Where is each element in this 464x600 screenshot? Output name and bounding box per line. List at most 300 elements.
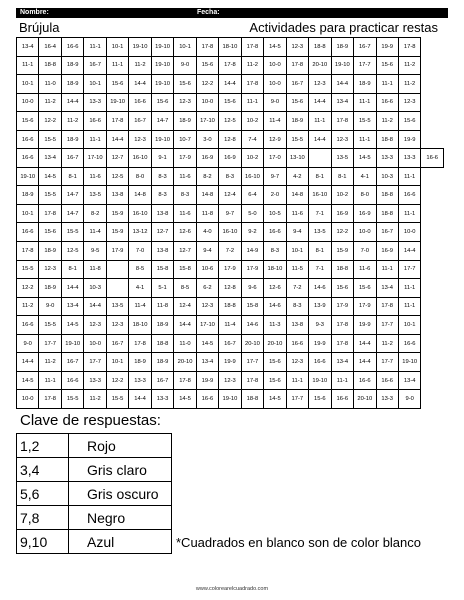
grid-cell[interactable]: 15-5 — [39, 130, 61, 149]
grid-cell[interactable]: 8-3 — [151, 167, 173, 186]
grid-cell[interactable]: 19-9 — [309, 334, 331, 353]
grid-cell[interactable]: 19-9 — [376, 38, 398, 57]
grid-cell[interactable]: 19-10 — [151, 56, 173, 75]
grid-cell[interactable]: 15-8 — [151, 260, 173, 279]
grid-cell[interactable]: 12-3 — [286, 353, 308, 372]
grid-cell[interactable]: 11-6 — [84, 167, 106, 186]
grid-cell[interactable]: 10-0 — [398, 223, 420, 242]
grid-cell[interactable]: 6-4 — [241, 186, 263, 205]
grid-cell[interactable]: 18-9 — [39, 279, 61, 298]
grid-cell[interactable]: 11-1 — [354, 93, 376, 112]
grid-cell[interactable]: 8-1 — [309, 242, 331, 261]
grid-cell[interactable]: 3-0 — [196, 130, 218, 149]
grid-cell[interactable]: 15-5 — [39, 186, 61, 205]
grid-cell[interactable]: 13-5 — [84, 186, 106, 205]
grid-cell[interactable]: 12-3 — [129, 130, 151, 149]
grid-cell[interactable]: 12-5 — [106, 167, 128, 186]
grid-cell[interactable]: 15-6 — [39, 223, 61, 242]
grid-cell[interactable]: 15-6 — [219, 93, 241, 112]
grid-cell[interactable]: 11-2 — [376, 334, 398, 353]
grid-cell[interactable]: 12-3 — [196, 297, 218, 316]
grid-cell[interactable]: 9-4 — [196, 242, 218, 261]
grid-cell[interactable]: 15-5 — [17, 260, 39, 279]
grid-cell[interactable]: 18-9 — [61, 75, 83, 94]
grid-cell[interactable]: 14-5 — [17, 371, 39, 390]
grid-cell[interactable]: 15-9 — [106, 223, 128, 242]
grid-cell[interactable]: 14-8 — [129, 186, 151, 205]
grid-cell[interactable]: 14-4 — [309, 93, 331, 112]
grid-cell[interactable]: 17-8 — [129, 334, 151, 353]
grid-cell[interactable]: 15-6 — [151, 93, 173, 112]
grid-cell[interactable]: 14-4 — [61, 279, 83, 298]
grid-cell[interactable]: 10-3 — [376, 167, 398, 186]
grid-cell[interactable]: 4-1 — [354, 167, 376, 186]
grid-cell[interactable]: 14-6 — [241, 316, 263, 335]
grid-cell[interactable]: 12-5 — [61, 242, 83, 261]
grid-cell[interactable]: 18-8 — [39, 56, 61, 75]
grid-cell[interactable]: 9-4 — [286, 223, 308, 242]
grid-cell[interactable]: 6-2 — [196, 279, 218, 298]
grid-cell[interactable]: 14-8 — [196, 186, 218, 205]
grid-cell[interactable]: 14-6 — [264, 297, 286, 316]
grid-cell[interactable]: 13-9 — [309, 297, 331, 316]
grid-cell[interactable]: 13-4 — [376, 279, 398, 298]
grid-cell[interactable]: 7-2 — [219, 242, 241, 261]
grid-cell[interactable]: 16-9 — [196, 149, 218, 168]
grid-cell[interactable]: 18-9 — [61, 130, 83, 149]
grid-cell[interactable]: 10-0 — [17, 390, 39, 409]
grid-cell[interactable]: 13-8 — [151, 204, 173, 223]
grid-cell[interactable]: 12-8 — [219, 279, 241, 298]
grid-cell[interactable]: 13-8 — [286, 316, 308, 335]
grid-cell[interactable]: 16-6 — [17, 316, 39, 335]
grid-cell[interactable]: 18-9 — [174, 112, 196, 131]
grid-cell[interactable]: 14-5 — [174, 390, 196, 409]
grid-cell[interactable]: 10-1 — [84, 75, 106, 94]
grid-cell[interactable]: 15-6 — [196, 56, 218, 75]
grid-cell[interactable]: 14-6 — [309, 279, 331, 298]
grid-cell[interactable]: 10-0 — [196, 93, 218, 112]
grid-cell[interactable]: 11-5 — [286, 260, 308, 279]
grid-cell[interactable]: 8-1 — [309, 167, 331, 186]
grid-cell[interactable]: 9-0 — [398, 390, 420, 409]
grid-cell[interactable]: 16-10 — [129, 149, 151, 168]
grid-cell[interactable]: 14-4 — [61, 93, 83, 112]
grid-cell[interactable]: 15-6 — [264, 353, 286, 372]
grid-cell[interactable]: 20-10 — [241, 334, 263, 353]
grid-cell[interactable]: 12-2 — [39, 112, 61, 131]
grid-cell[interactable]: 19-10 — [129, 38, 151, 57]
grid-cell[interactable]: 12-3 — [219, 371, 241, 390]
grid-cell[interactable]: 19-9 — [398, 130, 420, 149]
grid-cell[interactable]: 11-6 — [286, 204, 308, 223]
grid-cell[interactable]: 16-6 — [84, 112, 106, 131]
grid-cell[interactable]: 18-10 — [129, 316, 151, 335]
grid-cell[interactable]: 17-8 — [39, 204, 61, 223]
grid-cell[interactable]: 12-8 — [219, 130, 241, 149]
grid-cell[interactable]: 16-6 — [264, 223, 286, 242]
grid-cell[interactable]: 13-5 — [106, 297, 128, 316]
grid-cell[interactable]: 12-3 — [106, 316, 128, 335]
grid-cell[interactable]: 14-5 — [196, 334, 218, 353]
grid-cell[interactable]: 13-4 — [331, 93, 353, 112]
grid-cell[interactable]: 19-9 — [196, 371, 218, 390]
grid-cell[interactable]: 16-10 — [309, 186, 331, 205]
grid-cell[interactable]: 18-8 — [151, 334, 173, 353]
grid-cell[interactable]: 11-1 — [376, 75, 398, 94]
grid-cell[interactable]: 14-9 — [241, 242, 263, 261]
grid-cell[interactable]: 10-3 — [84, 279, 106, 298]
grid-cell[interactable]: 11-4 — [219, 316, 241, 335]
grid-cell[interactable]: 11-1 — [286, 371, 308, 390]
grid-cell[interactable]: 4-1 — [129, 279, 151, 298]
grid-cell[interactable]: 16-6 — [309, 353, 331, 372]
grid-cell[interactable]: 10-6 — [196, 260, 218, 279]
grid-cell[interactable]: 14-4 — [354, 334, 376, 353]
grid-cell[interactable]: 11-2 — [241, 56, 263, 75]
grid-cell[interactable]: 11-6 — [174, 167, 196, 186]
grid-cell[interactable]: 10-1 — [106, 353, 128, 372]
grid-cell[interactable]: 12-3 — [84, 316, 106, 335]
grid-cell[interactable]: 18-9 — [151, 353, 173, 372]
grid-cell[interactable]: 11-2 — [39, 353, 61, 372]
grid-cell[interactable]: 13-3 — [376, 149, 398, 168]
grid-cell[interactable]: 13-3 — [376, 390, 398, 409]
grid-cell[interactable]: 19-10 — [398, 353, 420, 372]
grid-cell[interactable]: 13-4 — [17, 38, 39, 57]
grid-cell[interactable]: 10-2 — [331, 186, 353, 205]
grid-cell[interactable]: 10-1 — [17, 75, 39, 94]
grid-cell[interactable]: 11-6 — [174, 204, 196, 223]
grid-cell[interactable]: 15-5 — [61, 223, 83, 242]
grid-cell[interactable]: 15-6 — [17, 112, 39, 131]
grid-cell[interactable]: 10-1 — [174, 38, 196, 57]
grid-cell[interactable]: 17-8 — [331, 316, 353, 335]
grid-cell[interactable]: 15-9 — [106, 204, 128, 223]
grid-cell[interactable]: 11-1 — [331, 371, 353, 390]
grid-cell[interactable]: 14-4 — [17, 353, 39, 372]
grid-cell[interactable]: 16-6 — [331, 390, 353, 409]
grid-cell[interactable]: 14-5 — [264, 390, 286, 409]
grid-cell[interactable]: 13-5 — [309, 223, 331, 242]
grid-cell[interactable]: 12-4 — [219, 186, 241, 205]
grid-cell[interactable]: 18-10 — [219, 38, 241, 57]
grid-cell[interactable]: 16-9 — [331, 204, 353, 223]
grid-cell[interactable]: 17-10 — [196, 112, 218, 131]
grid-cell[interactable]: 7-4 — [241, 130, 263, 149]
grid-cell[interactable]: 17-8 — [331, 334, 353, 353]
grid-cell[interactable]: 19-10 — [61, 334, 83, 353]
grid-cell[interactable]: 8-3 — [151, 186, 173, 205]
grid-cell[interactable]: 5-1 — [151, 279, 173, 298]
grid-cell[interactable]: 12-3 — [286, 38, 308, 57]
grid-cell[interactable]: 13-3 — [151, 390, 173, 409]
grid-cell[interactable]: 13-4 — [196, 353, 218, 372]
grid-cell[interactable]: 8-3 — [174, 186, 196, 205]
grid-cell[interactable]: 15-6 — [106, 75, 128, 94]
grid-cell[interactable]: 10-0 — [84, 334, 106, 353]
grid-cell[interactable]: 12-5 — [219, 112, 241, 131]
grid-cell[interactable]: 16-10 — [219, 223, 241, 242]
grid-cell[interactable]: 13-4 — [398, 371, 420, 390]
grid-cell[interactable]: 15-8 — [241, 297, 263, 316]
grid-cell[interactable]: 4-0 — [196, 223, 218, 242]
grid-cell[interactable]: 13-12 — [129, 223, 151, 242]
grid-cell[interactable]: 17-8 — [398, 38, 420, 57]
grid-cell[interactable]: 14-5 — [39, 167, 61, 186]
grid-cell[interactable]: 14-8 — [286, 186, 308, 205]
grid-cell[interactable]: 17-8 — [174, 371, 196, 390]
grid-cell[interactable]: 13-4 — [331, 353, 353, 372]
grid-cell[interactable]: 19-10 — [106, 93, 128, 112]
grid-cell[interactable]: 16-7 — [376, 223, 398, 242]
grid-cell[interactable]: 17-8 — [331, 112, 353, 131]
grid-cell[interactable]: 11-0 — [39, 75, 61, 94]
grid-cell[interactable]: 16-6 — [398, 334, 420, 353]
grid-cell[interactable]: 19-9 — [219, 353, 241, 372]
grid-cell[interactable]: 15-5 — [61, 390, 83, 409]
grid-cell[interactable]: 17-9 — [241, 260, 263, 279]
grid-cell[interactable]: 12-6 — [264, 279, 286, 298]
grid-cell[interactable]: 16-7 — [61, 149, 83, 168]
grid-cell[interactable]: 16-9 — [376, 242, 398, 261]
grid-cell[interactable]: 11-1 — [309, 112, 331, 131]
grid-cell[interactable]: 7-1 — [309, 204, 331, 223]
grid-cell[interactable]: 18-8 — [376, 186, 398, 205]
grid-cell[interactable]: 18-9 — [39, 242, 61, 261]
grid-cell[interactable]: 17-8 — [17, 242, 39, 261]
grid-cell[interactable]: 18-8 — [376, 130, 398, 149]
grid-cell[interactable]: 16-7 — [286, 75, 308, 94]
grid-cell[interactable]: 10-1 — [17, 204, 39, 223]
grid-cell[interactable]: 15-6 — [174, 75, 196, 94]
grid-cell[interactable] — [106, 260, 128, 279]
grid-cell[interactable]: 7-0 — [129, 242, 151, 261]
grid-cell[interactable]: 11-2 — [398, 56, 420, 75]
grid-cell[interactable]: 10-1 — [398, 316, 420, 335]
grid-cell[interactable]: 14-5 — [61, 316, 83, 335]
grid-cell[interactable]: 11-4 — [84, 223, 106, 242]
grid-cell[interactable]: 13-8 — [151, 242, 173, 261]
grid-cell[interactable]: 14-4 — [129, 75, 151, 94]
grid-cell[interactable]: 14-4 — [174, 316, 196, 335]
grid-cell[interactable]: 15-5 — [286, 130, 308, 149]
grid-cell[interactable]: 15-6 — [376, 56, 398, 75]
grid-cell[interactable]: 20-10 — [264, 334, 286, 353]
grid-cell[interactable]: 12-3 — [39, 260, 61, 279]
grid-cell[interactable]: 17-7 — [39, 334, 61, 353]
grid-cell[interactable]: 18-10 — [264, 260, 286, 279]
grid-cell[interactable]: 9-0 — [39, 297, 61, 316]
grid-cell[interactable]: 18-8 — [331, 260, 353, 279]
grid-cell[interactable]: 17-8 — [241, 371, 263, 390]
grid-cell[interactable]: 12-3 — [174, 93, 196, 112]
grid-cell[interactable]: 17-8 — [196, 38, 218, 57]
grid-cell[interactable]: 16-6 — [286, 334, 308, 353]
grid-cell[interactable]: 10-1 — [106, 38, 128, 57]
grid-cell[interactable]: 17-8 — [241, 75, 263, 94]
grid-cell[interactable]: 16-9 — [354, 204, 376, 223]
grid-cell[interactable]: 15-6 — [286, 93, 308, 112]
grid-cell[interactable]: 9-7 — [264, 167, 286, 186]
grid-cell[interactable]: 7-1 — [309, 260, 331, 279]
grid-cell[interactable]: 9-0 — [264, 93, 286, 112]
grid-cell[interactable]: 17-7 — [376, 316, 398, 335]
grid-cell[interactable]: 18-9 — [17, 186, 39, 205]
grid-cell[interactable]: 11-2 — [129, 56, 151, 75]
grid-cell[interactable]: 17-9 — [106, 242, 128, 261]
grid-cell[interactable]: 7-2 — [286, 279, 308, 298]
grid-cell[interactable]: 8-3 — [264, 242, 286, 261]
grid-cell[interactable]: 8-5 — [129, 260, 151, 279]
grid-cell[interactable]: 19-10 — [331, 56, 353, 75]
grid-cell[interactable]: 12-7 — [174, 242, 196, 261]
grid-cell[interactable]: 14-4 — [129, 390, 151, 409]
grid-cell[interactable]: 9-5 — [84, 242, 106, 261]
grid-cell[interactable]: 18-9 — [286, 112, 308, 131]
grid-cell[interactable]: 8-2 — [196, 167, 218, 186]
grid-cell[interactable]: 16-6 — [354, 371, 376, 390]
grid-cell[interactable]: 20-10 — [174, 353, 196, 372]
grid-cell[interactable]: 10-2 — [241, 112, 263, 131]
grid-cell[interactable]: 17-9 — [354, 297, 376, 316]
grid-cell[interactable]: 11-1 — [398, 279, 420, 298]
grid-cell[interactable]: 7-0 — [354, 242, 376, 261]
grid-cell[interactable]: 14-7 — [61, 204, 83, 223]
grid-cell[interactable]: 17-9 — [331, 297, 353, 316]
grid-cell[interactable]: 15-6 — [309, 390, 331, 409]
grid-cell[interactable]: 4-2 — [286, 167, 308, 186]
grid-cell[interactable]: 19-10 — [151, 130, 173, 149]
grid-cell[interactable]: 11-4 — [129, 297, 151, 316]
grid-cell[interactable]: 14-4 — [354, 353, 376, 372]
grid-cell[interactable]: 13-4 — [39, 149, 61, 168]
grid-cell[interactable]: 12-7 — [106, 149, 128, 168]
grid-cell[interactable]: 8-1 — [61, 167, 83, 186]
grid-cell[interactable]: 16-6 — [129, 93, 151, 112]
grid-cell[interactable]: 11-1 — [398, 297, 420, 316]
grid-cell[interactable]: 15-6 — [264, 371, 286, 390]
grid-cell[interactable]: 16-7 — [84, 56, 106, 75]
grid-cell[interactable]: 5-0 — [241, 204, 263, 223]
grid-cell[interactable]: 11-2 — [376, 112, 398, 131]
grid-cell[interactable]: 9-0 — [174, 56, 196, 75]
grid-cell[interactable]: 10-5 — [264, 204, 286, 223]
grid-cell[interactable]: 10-0 — [264, 56, 286, 75]
grid-cell[interactable]: 12-2 — [106, 371, 128, 390]
grid-cell[interactable]: 14-4 — [219, 75, 241, 94]
grid-cell[interactable]: 10-0 — [17, 93, 39, 112]
grid-cell[interactable]: 14-4 — [398, 242, 420, 261]
grid-cell[interactable]: 16-10 — [241, 167, 263, 186]
grid-cell[interactable]: 8-1 — [61, 260, 83, 279]
grid-cell[interactable]: 17-7 — [241, 353, 263, 372]
grid-cell[interactable]: 16-6 — [196, 390, 218, 409]
grid-cell[interactable]: 11-2 — [398, 75, 420, 94]
grid-cell[interactable]: 8-3 — [286, 297, 308, 316]
grid-cell[interactable]: 8-5 — [174, 279, 196, 298]
grid-cell[interactable]: 15-6 — [354, 279, 376, 298]
grid-cell[interactable]: 12-4 — [174, 297, 196, 316]
grid-cell[interactable]: 9-6 — [241, 279, 263, 298]
grid-cell[interactable]: 10-2 — [241, 149, 263, 168]
grid-cell[interactable]: 9-1 — [151, 149, 173, 168]
grid-cell[interactable]: 16-6 — [61, 371, 83, 390]
grid-cell[interactable]: 13-3 — [84, 93, 106, 112]
grid-cell[interactable]: 11-1 — [241, 93, 263, 112]
grid-cell[interactable]: 11-2 — [61, 112, 83, 131]
grid-cell[interactable]: 16-7 — [219, 334, 241, 353]
grid-cell[interactable]: 16-6 — [376, 371, 398, 390]
grid-cell[interactable]: 11-1 — [398, 204, 420, 223]
grid-cell[interactable]: 10-0 — [264, 75, 286, 94]
grid-cell[interactable]: 11-1 — [354, 130, 376, 149]
grid-cell[interactable]: 18-8 — [241, 390, 263, 409]
grid-cell[interactable]: 11-1 — [106, 56, 128, 75]
grid-cell[interactable]: 15-5 — [39, 316, 61, 335]
grid-cell[interactable]: 19-9 — [354, 316, 376, 335]
grid-cell[interactable]: 11-4 — [264, 112, 286, 131]
grid-cell[interactable]: 16-6 — [376, 93, 398, 112]
grid-cell[interactable]: 8-1 — [331, 167, 353, 186]
grid-cell[interactable]: 17-8 — [241, 38, 263, 57]
grid-cell[interactable]: 12-6 — [174, 223, 196, 242]
grid-cell[interactable]: 14-5 — [264, 38, 286, 57]
grid-cell[interactable]: 8-2 — [84, 204, 106, 223]
grid-cell[interactable]: 11-0 — [174, 334, 196, 353]
grid-cell[interactable]: 15-9 — [331, 242, 353, 261]
grid-cell[interactable]: 17-10 — [84, 149, 106, 168]
grid-cell[interactable]: 12-2 — [331, 223, 353, 242]
grid-cell[interactable]: 15-6 — [398, 112, 420, 131]
grid-cell[interactable]: 18-9 — [331, 38, 353, 57]
grid-cell[interactable]: 20-10 — [309, 56, 331, 75]
grid-cell[interactable]: 11-2 — [39, 93, 61, 112]
grid-cell[interactable]: 16-6 — [17, 149, 39, 168]
grid-cell[interactable]: 16-4 — [39, 38, 61, 57]
grid-cell[interactable]: 14-4 — [331, 75, 353, 94]
grid-cell[interactable]: 16-6 — [398, 186, 420, 205]
grid-cell[interactable]: 11-3 — [264, 316, 286, 335]
grid-cell[interactable]: 10-0 — [354, 223, 376, 242]
grid-cell[interactable]: 11-2 — [84, 390, 106, 409]
grid-cell[interactable]: 13-3 — [129, 371, 151, 390]
grid-cell[interactable]: 19-10 — [151, 38, 173, 57]
grid-cell[interactable]: 17-9 — [219, 260, 241, 279]
grid-cell[interactable]: 14-4 — [106, 130, 128, 149]
grid-cell[interactable]: 18-8 — [376, 204, 398, 223]
grid-cell[interactable]: 10-7 — [174, 130, 196, 149]
grid-cell[interactable]: 10-1 — [286, 242, 308, 261]
grid-cell[interactable]: 16-6 — [61, 38, 83, 57]
grid-cell[interactable]: 17-8 — [286, 56, 308, 75]
grid-cell[interactable]: 12-3 — [331, 130, 353, 149]
grid-cell[interactable]: 19-10 — [219, 390, 241, 409]
grid-cell[interactable]: 17-0 — [264, 149, 286, 168]
grid-cell[interactable]: 12-2 — [17, 279, 39, 298]
grid-cell[interactable]: 9-7 — [219, 204, 241, 223]
grid-cell[interactable]: 20-10 — [354, 390, 376, 409]
grid-cell[interactable]: 9-0 — [17, 334, 39, 353]
grid-cell[interactable]: 12-7 — [151, 223, 173, 242]
grid-cell[interactable]: 11-8 — [196, 204, 218, 223]
grid-cell[interactable]: 11-8 — [84, 260, 106, 279]
grid-cell[interactable]: 8-0 — [354, 186, 376, 205]
grid-cell[interactable]: 14-7 — [61, 186, 83, 205]
grid-cell[interactable]: 16-6 — [17, 130, 39, 149]
grid-cell[interactable]: 18-9 — [129, 353, 151, 372]
grid-cell[interactable]: 19-10 — [17, 167, 39, 186]
